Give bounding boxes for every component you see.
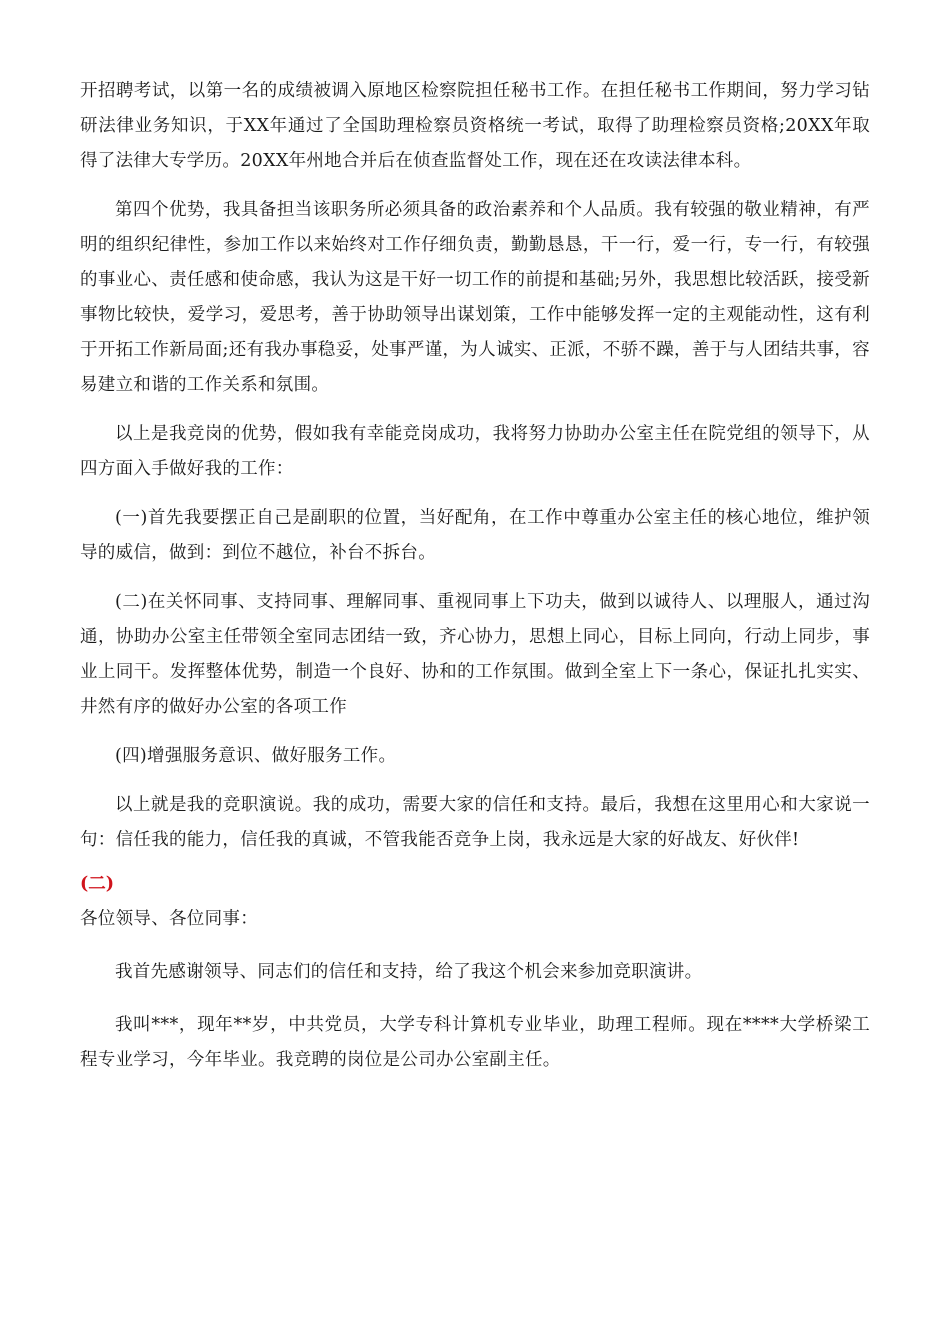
section-two-thanks: 我首先感谢领导、同志们的信任和支持，给了我这个机会来参加竞职演讲。 [115,962,703,982]
paragraph-closing: 以上就是我的竞职演说。我的成功，需要大家的信任和支持。最后，我想在这里用心和大家说一句：信任我的能力，信任我的真诚，不管我能否竞争上岗，我永远是大家的好战友、好伙伴! [80,795,870,850]
document-page [80,74,870,1078]
paragraph-fourth-advantage: 第四个优势，我具备担当该职务所必须具备的政治素养和个人品质。我有较强的敬业精神，有严明的组织纪律性，参加工作以来始终对工作仔细负责，勤勤恳恳，干一行，爱一行，专一行，有较强的事业心、责任感和使命感，我认为这是干好一切工作的前提和基础;另外，我思想比较活跃，接受新事物比较快，爱学习，爱思考，善于协助领导出谋划策，工作中能够发挥一定的主观能动性，这有利于开拓工作新局面;还有我办事稳妥，处事严谨，为人诚实、正派，不骄不躁，善于与人团结共事，容易建立和谐的工作关系和氛围。 [80,200,870,395]
paragraph-point-four: (四)增强服务意识、做好服务工作。 [115,746,397,766]
paragraph-exam-history: 开招聘考试，以第一名的成绩被调入原地区检察院担任秘书工作。在担任秘书工作期间，努力学习钻研法律业务知识，于XX年通过了全国助理检察员资格统一考试，取得了助理检察员资格;20XX年取得了法律大专学历。20XX年州地合并后在侦查监督处工作，现在还在攻读法律本科。 [80,81,870,171]
paragraph-point-one: (一)首先我要摆正自己是副职的位置，当好配角，在工作中尊重办公室主任的核心地位，维护领导的威信，做到：到位不越位，补台不拆台。 [80,508,870,563]
paragraph-point-two: (二)在关怀同事、支持同事、理解同事、重视同事上下功夫，做到以诚待人、以理服人，通过沟通，协助办公室主任带领全室同志团结一致，齐心协力，思想上同心，目标上同向，行动上同步，事业上同干。发挥整体优势，制造一个良好、协和的工作氛围。做到全室上下一条心，保证扎扎实实、井然有序的做好办公室的各项工作 [80,592,870,717]
section-two-salutation: 各位领导、各位同事： [80,909,258,929]
section-two-heading: (二) [80,874,115,894]
section-two-self-intro: 我叫***，现年**岁，中共党员，大学专科计算机专业毕业，助理工程师。现在****大学桥梁工程专业学习，今年毕业。我竞聘的岗位是公司办公室副主任。 [80,1015,870,1070]
paragraph-advantages-summary: 以上是我竞岗的优势，假如我有幸能竞岗成功，我将努力协助办公室主任在院党组的领导下，从四方面入手做好我的工作： [80,424,870,479]
